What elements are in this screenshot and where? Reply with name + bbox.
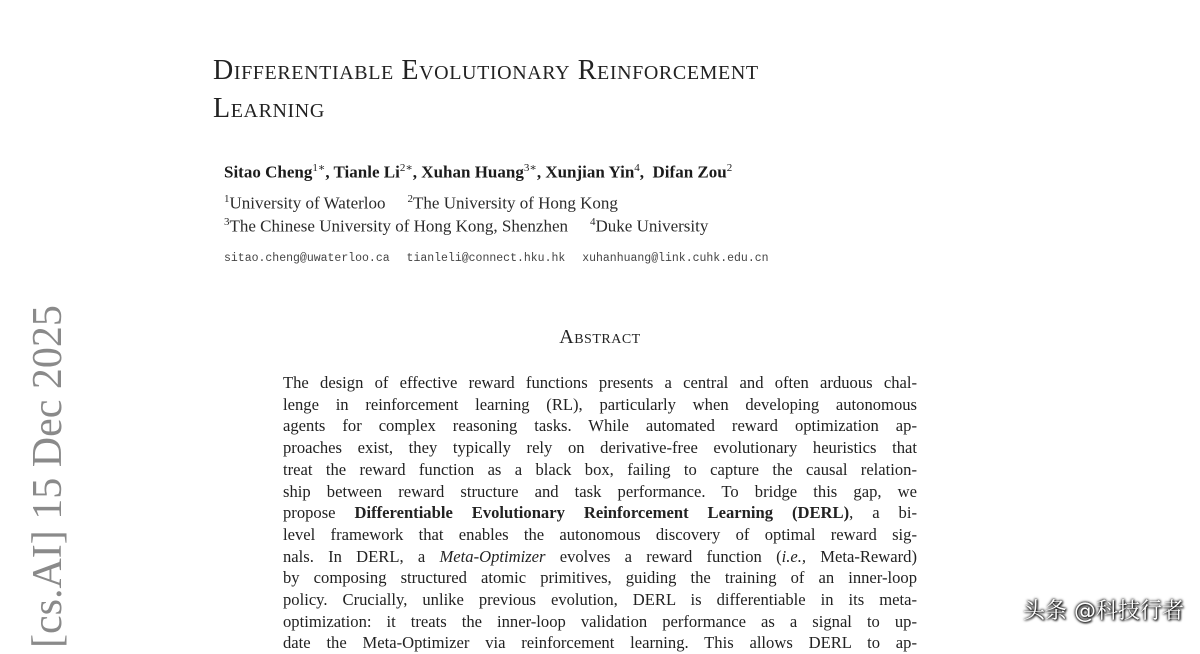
email-link[interactable]: xuhanhuang@link.cuhk.edu.cn: [582, 252, 769, 265]
affiliation-name: Duke University: [595, 216, 709, 236]
author-name: Sitao Cheng: [224, 162, 313, 182]
author-list: Sitao Cheng$^{1∗}$, Tianle $Li^{2∗}$, Xuhan Huang$^{3∗}$, Xunjian Yin$^4$, Difan Zou$^2$: [224, 162, 733, 182]
author-mark: 3∗: [523, 162, 537, 174]
abstract-line: treat the reward function as a black box, failing to capture the causal relation-: [283, 459, 917, 479]
abstract-line: by composing structured atomic primitives, guiding the training of an inner-loop: [283, 568, 917, 588]
affiliation-mark: 2: [407, 193, 414, 205]
affiliation-mark: 3: [224, 216, 230, 228]
paper-title: [213, 52, 759, 128]
author-name: Xuhan Huang: [421, 162, 524, 182]
affiliation-line-2: [224, 216, 708, 237]
author-emails: [224, 252, 779, 265]
abstract-text: nals. In DERL, a: [283, 546, 440, 566]
title-line-1: Differentiable Evolutionary Reinforcement: [213, 55, 759, 86]
abstract-line: optimization: it treats the inner-loop validation performance as a signal to up-: [283, 611, 917, 631]
affiliation-mark: 1: [224, 193, 230, 205]
author-name: Difan Zou: [652, 162, 727, 182]
abstract-line: proaches exist, they typically rely on derivative-free evolutionary heuristics that: [283, 438, 917, 458]
email-link[interactable]: tianleli@connect.hku.hk: [406, 252, 566, 265]
abstract-line: The design of effective reward functions presents a central and often arduous chal-: [283, 373, 917, 392]
term-emphasis: Meta-Optimizer: [439, 546, 546, 566]
term-emphasis: i.e.,: [781, 546, 807, 566]
title-line-2: Learning: [213, 93, 325, 124]
abstract-line: level framework that enables the autonomous discovery of optimal reward sig-: [283, 524, 917, 544]
source-watermark: 头条 @科技行者: [1023, 599, 1184, 624]
author-mark: 1∗: [312, 162, 326, 174]
abstract-line: lenge in reinforcement learning (RL), particularly when developing autonomous: [283, 394, 917, 414]
arxiv-side-stamp: [cs.AI] 15 Dec 2025: [25, 305, 71, 648]
abstract-body: [283, 372, 917, 654]
method-name: Differentiable Evolutionary Reinforcement Learning (DERL): [354, 503, 850, 523]
abstract-line: date the Meta-Optimizer via reinforcement learning. This allows DERL to ap-: [283, 633, 917, 653]
abstract-line: agents for complex reasoning tasks. While automated reward optimization ap-: [283, 416, 917, 436]
abstract-heading: Abstract: [559, 326, 641, 348]
abstract-text: Meta-Reward): [806, 546, 917, 566]
author-mark: 2: [726, 162, 733, 174]
abstract-line: [283, 546, 917, 568]
abstract-text: evolves a reward function (: [545, 546, 782, 566]
abstract-text: , a bi-: [849, 503, 917, 523]
abstract-line: ship between reward structure and task performance. To bridge this gap, we: [283, 481, 917, 501]
author-name: Tianle Li: [333, 162, 400, 182]
author-mark: 2∗: [399, 162, 413, 174]
author-name: Xunjian Yin: [545, 162, 635, 182]
affiliation-name: University of Waterloo: [229, 193, 386, 213]
affiliation-line-1: [224, 193, 618, 214]
author-mark: 4: [634, 162, 640, 174]
affiliation-name: The University of Hong Kong: [413, 193, 618, 213]
email-link[interactable]: sitao.cheng@uwaterloo.ca: [224, 252, 390, 265]
abstract-line: policy. Crucially, unlike previous evolution, DERL is differentiable in its meta-: [283, 590, 917, 610]
abstract-text: propose: [283, 503, 355, 523]
affiliation-mark: 4: [590, 216, 596, 228]
abstract-line: [283, 502, 917, 524]
affiliation-name: The Chinese University of Hong Kong, Shenzhen: [229, 216, 569, 236]
